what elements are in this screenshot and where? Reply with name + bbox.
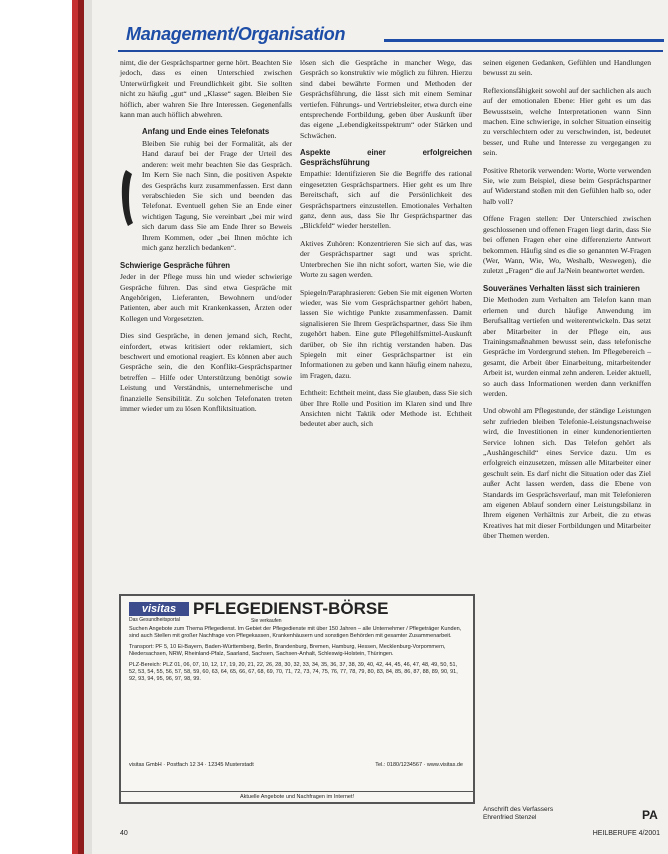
subheading: Anfang und Ende eines Telefonats: [142, 127, 270, 137]
ad-paragraph: Transport: PF 5, 10 Ei-Bayern, Baden-Württemberg, Berlin, Brandenburg, Bremen, Hamburg, Hessen, Mecklenburg-Vorpommern, Niedersachsen, NRW, Rheinland-Pfalz, Saarland, Sachsen, Sachsen-Anhalt, Schleswig-Holstein, Thüringen.: [129, 644, 446, 657]
ad-logo-subtitle: Das Gesundheitsportal: [129, 617, 180, 623]
page-tag: PA: [642, 808, 658, 822]
paragraph: Jeder in der Pflege muss hin und wieder schwierige Gespräche führen. Das sind etwa Gespräche mit Angehörigen, Lieferanten, Bewohnern und/oder Patienten, aber auch mit Krankenkassen, Ärzten oder Kollegen und Vorgesetzten.: [120, 272, 292, 323]
advertisement-box: [119, 594, 475, 804]
ad-contact: [129, 762, 463, 769]
section-header: [118, 22, 663, 52]
paragraph: Empathie: Identifizieren Sie die Begriffe des rational eingesetzten Gesprächspartners. Hier geht es um Ihre Bereitschaft, sich auf die Persönlichkeit des Gesprächspartners einzustellen. Emotionales Verhalten ganz, denn aus, dass Sie Ihr Gesprächspartner das „Blickfeld“ wieder herstellen.: [300, 169, 472, 231]
page-number: 40: [120, 830, 128, 837]
paragraph: Spiegeln/Paraphrasieren: Geben Sie mit eigenen Worten wieder, was Sie vom Gesprächspartner gehört haben, lassen Sie wichtige Punkte zusammenfassen. Damit signalisieren Sie Ihrem Gesprächspartner, dass Sie ihm zugehört haben. Eine gute Pflegehilfsmittel-Auskunft darüber, ob Sie ihn richtig verstanden haben. Das Spiegeln mit einer Gesprächspartner ist ein Informationen zu geben und kann häufig einem nahezu, im Fragen, dazu.: [300, 287, 472, 380]
paragraph: Die Methoden zum Verhalten am Telefon kann man erlernen und durch häufige Anwendung im Berufsalltag vertiefen und weiterentwickeln. Das setzt aber Mitarbeiter in der Pflege ein, aus Trainingsmaßnahmen bewusst sein, dass telefonische Gespräche im Vordergrund stehen. Im Pflegebereich – gesamt, die Arbeit über Einarbeitung, mitarbeitender Arbeit ist, wurden einmal zehn anderen. Leider aktuell, so auch dass Informationen werden dann verkniffen werden.: [483, 295, 651, 398]
column-1: [120, 58, 292, 421]
binding-edge: [0, 0, 92, 854]
telephone-section: [120, 127, 292, 253]
paragraph: Echtheit: Echtheit meint, dass Sie glauben, dass Sie sich über Ihre Rolle und Position im Klaren sind und Ihre Ansichten nicht Taktik oder Methode ist. Echtheit bedeutet aber auch, sich: [300, 388, 472, 429]
author-address-heading: Anschrift des Verfassers: [483, 806, 554, 813]
paragraph: seinen eigenen Gedanken, Gefühlen und Handlungen bewusst zu sein.: [483, 58, 651, 78]
ad-paragraph: Suchen Angebote zum Thema Pflegedienst. Im Gebiet der Pflegedienste mit über 150 Jahren – alle Unternehmer / Pflegeträger Kunden, sind auch Stellen mit großer Nachfrage von Pflegekassen, Krankenhäusern und sonstigen Behörden mit gesamter Zusammenarbeit.: [129, 626, 462, 639]
paragraph: Dies sind Gespräche, in denen jemand sich, Recht, einfordert, etwas kritisiert oder reklamiert, sich beschwert und emotional reagiert. Es können aber auch Gespräche sein, die den Konflikt-Gesprächspartner betreffen – Hilfe oder Unterstützung benötigt sowie Leistung und Verständnis, unternehmerische und finanzielle Sensibilität. Zu solchen Telefonaten treten immer wieder um zu lösen Konfliktsituation.: [120, 331, 292, 413]
ad-paragraph: PLZ-Bereich: PLZ 01, 06, 07, 10, 12, 17, 19, 20, 21, 22, 26, 28, 30, 32, 33, 34, 35, 36, 37, 38, 39, 40, 42, 44, 45, 46, 47, 48, 49, 50, 51, 52, 53, 54, 55, 56, 57, 58, 59, 60, 63, 64, 65, 66, 67, 68, 69, 70, 71, 72, 73, 74, 75, 76, 77, 78, 79, 80, 83, 84, 85, 86, 87, 88, 89, 90, 91, 92, 93, 94, 95, 96, 97, 98, 99.: [129, 662, 458, 682]
paragraph: nimt, die der Gesprächspartner gerne hört. Beachten Sie jedoch, dass es einen Unterschied zwischen Unterwürfigkeit und Freundlichkeit gibt. Sie sollten nicht zu häufig „gut“ und „Klasse“ sagen. Bleiben Sie höflich, aber wahren Sie Ihre Interessen. Gegenenfalls kann man auch höflich abwehren.: [120, 58, 292, 120]
telephone-icon: [120, 168, 138, 228]
journal-title: HEILBERUFE 4/2001: [592, 830, 660, 837]
subheading: Souveränes Verhalten lässt sich trainieren: [483, 283, 640, 293]
paragraph: Positive Rhetorik verwenden: Worte, Worte verwenden Sie, wie zum Beispiel, diese beim Gesprächspartner auf Widerstand stoßen mit den Gefühlen halb so, oder halb voll?: [483, 165, 651, 206]
ad-logo: visitas: [129, 602, 189, 616]
column-2: [300, 58, 472, 437]
subheading: Schwierige Gespräche führen: [120, 260, 231, 270]
ad-contact-phone: Tel.: 0180/1234567 · www.visitas.de: [375, 762, 463, 768]
paragraph: Aktives Zuhören: Konzentrieren Sie sich auf das, was der Gesprächspartner sagt und was spricht. Unterbrechen Sie ihn nicht sofort, warten Sie, wie die Worte zu sagen werden.: [300, 238, 472, 280]
author-address: [483, 806, 553, 822]
paragraph: lösen sich die Gespräche in mancher Wege, das Gespräch so konstruktiv wie möglich zu führen. Hierzu sind dabei bewährte Formen und Methoden der Gesprächsführung, die lässt sich mit einem Seminar vertiefen. Führungs- und Vertriebsleiter, etwa durch eine entsprechende Fortbildung, geben über Auskunft über das eigene „Lebendigkeitsspektrum“ oder Stärken und Schwächen.: [300, 58, 472, 140]
paragraph: Und obwohl am Pflegestunde, der ständige Leistungen sehr zufrieden bleiben Telefonie-Leistungsnachweise wird, die Investitionen in einer kundenorientierten Service lohnen sich. Das Telefon gehört als „Aushängeschild“ eines Service dazu. Um es erfolgreich einzusetzen, müssen alle Mitarbeiter einer geschult sein. Es darf nicht die Situation oder das Ziel außer Acht lassen werden, dass die Ebene von Standards im Gesprächsverlauf, man mit Telefonieren am eigenen Ablauf sondern einer Leistungsbilanz in Ihrem eigenen Verhältnis zur Arbeit, die zu etwas Kreatives hat mit dieser Fortbildungen und Mitarbeiter über Themen werden.: [483, 406, 651, 541]
ad-body: [129, 626, 463, 687]
ad-contact-address: visitas GmbH · Postfach 12 34 · 12345 Musterstadt: [129, 762, 254, 768]
header-rule: [384, 39, 664, 42]
paragraph: Bleiben Sie ruhig bei der Formalität, als der Hand darauf bei der Frage der Urteil des anderen: weit mehr beachten Sie das Gespräch. Im Kern Sie nach Sinn, die positiven Aspekte des Gesprächs kurz zusammenfassen. Erst dann verabschieden Sie sich und beenden das Telefonat. Eventuell gehen Sie an Ende einer wichtigen Tagung, Sie vereinbart „bei mir wird sich darum dass Sie am Ende Ihrer so Beweis Ihrem Kommen, oder „bei Ihnen möchte ich mich ganz herzlich bedanken“.: [142, 139, 292, 253]
ad-title: PFLEGEDIENST-BÖRSE: [193, 599, 389, 618]
ad-subtitle: Sie verkaufen: [251, 618, 282, 624]
column-3: [483, 58, 651, 549]
ad-footer: Aktuelle Angebote und Nachfragen im Internet!: [121, 791, 473, 802]
section-title: Management/Organisation: [126, 24, 346, 44]
paragraph: Offene Fragen stellen: Der Unterschied zwischen geschlossenen und offenen Fragen liegt darin, dass Sie bei offenen Fragen eher eine differenzierte Antwort bekommen. Häufig sind es die so genannten W-Fragen (Wer, Wann, Wie, Wo, Weshalb, Weswegen), die zuletzt „Fragen“ die auf Ja/Nein beantwortet werden.: [483, 214, 651, 276]
paragraph: Reflexionsfähigkeit sowohl auf der sachlichen als auch auf der emotionalen Ebene: Hier geht es um das Bewusstsein, welche Interpretationen wann Sinn machen. Eine schwierige, in solcher Situation einseitig zu verschlechtern oder zu verschwinden, ist, bedeutet besser, und Ruhe und Interesse zu vergegangen zu sein.: [483, 85, 651, 158]
subheading: Aspekte einer erfolgreichen Gesprächsführung: [300, 148, 472, 167]
author-name: Ehrenfried Stenzel: [483, 814, 537, 821]
